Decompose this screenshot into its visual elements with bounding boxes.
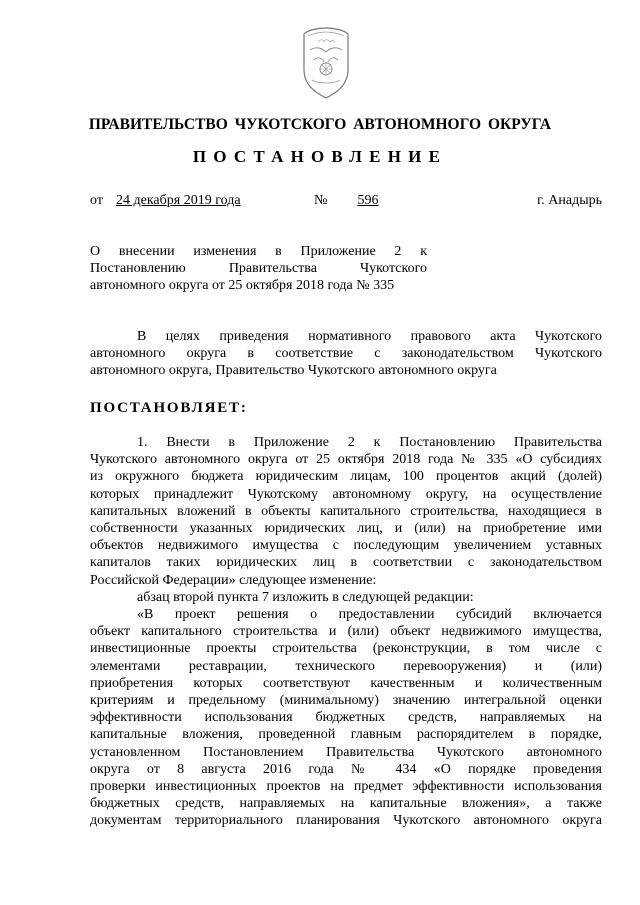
document-type: ПОСТАНОВЛЕНИЕ <box>192 147 448 166</box>
quote-line: бюджетных средств, направляемых на капитальные вложения», а также <box>90 796 602 812</box>
quote-line: инвестиционные проекты строительства (реконструкции, в том числе с <box>90 641 602 657</box>
subject-line: О внесении изменения в Приложение 2 к <box>90 244 427 259</box>
quote-line: округа от 8 августа 2016 года № 434 «О порядке проведения <box>90 761 602 777</box>
preamble-line: автономного округа, Правительство Чукотского автономного округа <box>90 363 497 379</box>
quote-line: критериям и предельному (минимальному) значению интегральной оценки <box>90 693 602 709</box>
quote-line: элементами реставрации, технического перевооружения) и (или) <box>90 658 602 674</box>
preamble-line: В целях приведения нормативного правового акта Чукотского <box>137 329 602 344</box>
subject-line: Постановлению Правительства Чукотского <box>90 261 427 277</box>
quote-line: объект капитального строительства и (или) объект недвижимого имущества, <box>90 624 602 640</box>
body-line: из окружного бюджета юридическим лицам, 100 процентов акций (долей) <box>90 469 602 485</box>
body-line: Российской Федерации» следующее изменение: <box>90 572 377 588</box>
subject-line: автономного округа от 25 октября 2018 года № 335 <box>90 278 395 294</box>
number-prefix: № <box>314 193 328 208</box>
body-line: которых принадлежит Чукотскому автономному округу, на осуществление <box>90 486 602 502</box>
body-line: капитальных вложений в объекты капитального строительства, находящиеся в <box>90 503 602 519</box>
date-prefix: от <box>90 193 103 208</box>
body-line: 1. Внести в Приложение 2 к Постановлению Правительства <box>137 435 602 450</box>
quote-line: проверки инвестиционных проектов на предмет эффективности использования <box>90 779 602 795</box>
preamble-line: автономного округа в соответствие с законодательством Чукотского <box>90 346 602 362</box>
body-line: Чукотского автономного округа от 25 октября 2018 года № 335 «О субсидиях <box>90 452 602 468</box>
quote-line: документам территориального планирования Чукотского автономного округа <box>90 813 602 829</box>
body-line: собственности указанных юридических лиц, и (или) на приобретение ими <box>90 521 602 537</box>
quote-line: «В проект решения о предоставлении субсидий включается <box>137 607 602 623</box>
quote-line: приобретения которых соответствуют качественным и количественным <box>90 675 602 691</box>
coat-of-arms-emblem <box>296 20 356 102</box>
quote-line: установленном Постановлением Правительства Чукотского автономного <box>90 744 602 760</box>
document-date: 24 декабря 2019 года <box>116 193 241 208</box>
city: г. Анадырь <box>537 193 602 208</box>
subject-block <box>90 243 427 295</box>
body-line: объектов недвижимого имущества с последующим увеличением уставных <box>90 538 602 554</box>
document-number: 596 <box>357 193 379 208</box>
preamble <box>90 328 602 380</box>
quote-line: эффективности использования бюджетных средств, направляемых на <box>90 710 602 726</box>
body-line: абзац второй пункта 7 изложить в следующей редакции: <box>137 589 474 605</box>
resolve-heading: ПОСТАНОВЛЯЕТ: <box>90 400 248 416</box>
quote-line: капитальные вложения, проведенной главным распорядителем в порядке, <box>90 727 602 743</box>
body-line: капиталов таких юридических лиц в соответствии с законодательством <box>90 555 602 571</box>
body-item-1 <box>90 434 602 830</box>
government-title: ПРАВИТЕЛЬСТВО ЧУКОТСКОГО АВТОНОМНОГО ОКРУГА <box>88 116 552 133</box>
